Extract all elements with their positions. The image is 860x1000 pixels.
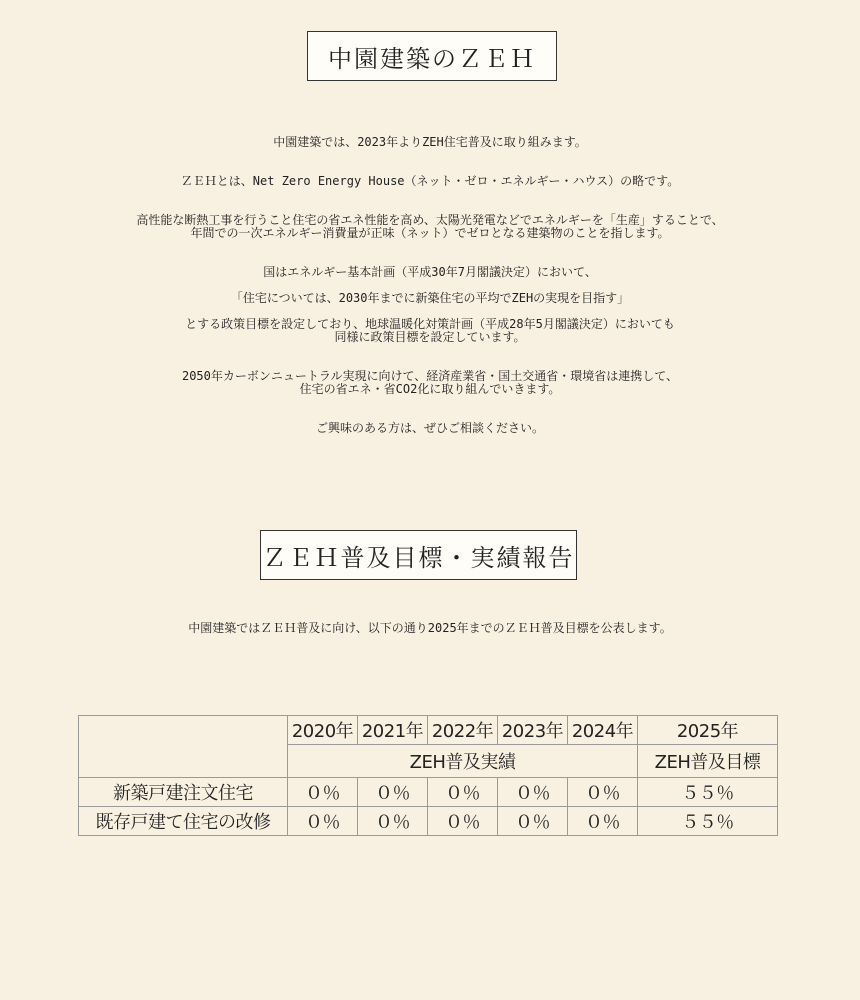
- zeh-definition-paragraph: ＺＥＨとは、Net Zero Energy House（ネット・ゼロ・エネルギー・ハウス）の略です。: [180, 174, 680, 188]
- table-cell: ０％: [288, 807, 358, 836]
- housing-policy-quote: 「住宅については、2030年までに新築住宅の平均でZEHの実現を目指す」: [230, 291, 630, 305]
- policy-target-paragraph: とする政策目標を設定しており、地球温暖化対策計画（平成28年5月閣議決定）においても 同様に政策目標を設定しています。: [185, 317, 675, 344]
- table-cell: ０％: [498, 807, 568, 836]
- table-cell: ０％: [288, 778, 358, 807]
- table-cell: ０％: [428, 807, 498, 836]
- table-cell: ０％: [498, 778, 568, 807]
- table-cell: ０％: [358, 778, 428, 807]
- table-cell: ０％: [428, 778, 498, 807]
- year-header: 2023年: [498, 716, 568, 745]
- table-row: [79, 778, 778, 807]
- row-label: 既存戸建て住宅の改修: [79, 807, 288, 836]
- targets-intro-paragraph: 中園建築ではＺＥＨ普及に向け、以下の通り2025年までのＺＥＨ普及目標を公表します。: [188, 621, 672, 635]
- table-corner-cell: [79, 716, 288, 778]
- zeh-targets-table: [78, 715, 778, 836]
- year-header: 2020年: [288, 716, 358, 745]
- consultation-paragraph: ご興味のある方は、ぜひご相談ください。: [315, 421, 544, 435]
- table-cell: ０％: [358, 807, 428, 836]
- table-cell: ５５％: [638, 778, 778, 807]
- page-title: 中園建築のＺＥＨ: [307, 31, 557, 81]
- year-header: 2021年: [358, 716, 428, 745]
- target-label: ZEH普及目標: [638, 745, 778, 778]
- row-label: 新築戸建注文住宅: [79, 778, 288, 807]
- table-header-row: [79, 716, 778, 745]
- year-header: 2022年: [428, 716, 498, 745]
- table-cell: ５５％: [638, 807, 778, 836]
- results-label: ZEH普及実績: [288, 745, 638, 778]
- section-title-zeh-targets: ＺＥＨ普及目標・実績報告: [260, 530, 577, 580]
- table-cell: ０％: [568, 807, 638, 836]
- zeh-description-paragraph: 高性能な断熱工事を行うこと住宅の省エネ性能を高め、太陽光発電などでエネルギーを「生産」することで、 年間での一次エネルギー消費量が正味（ネット）でゼロとなる建築物のことを指します。: [136, 213, 724, 240]
- year-header: 2025年: [638, 716, 778, 745]
- energy-plan-paragraph: 国はエネルギー基本計画（平成30年7月閣議決定）において、: [263, 265, 597, 279]
- intro-paragraph: 中園建築では、2023年よりZEH住宅普及に取り組みます。: [273, 135, 587, 149]
- year-header: 2024年: [568, 716, 638, 745]
- table-row: [79, 807, 778, 836]
- carbon-neutral-paragraph: 2050年カーボンニュートラル実現に向けて、経済産業省・国土交通省・環境省は連携して、 住宅の省エネ・省CO2化に取り組んでいきます。: [181, 369, 679, 396]
- table-cell: ０％: [568, 778, 638, 807]
